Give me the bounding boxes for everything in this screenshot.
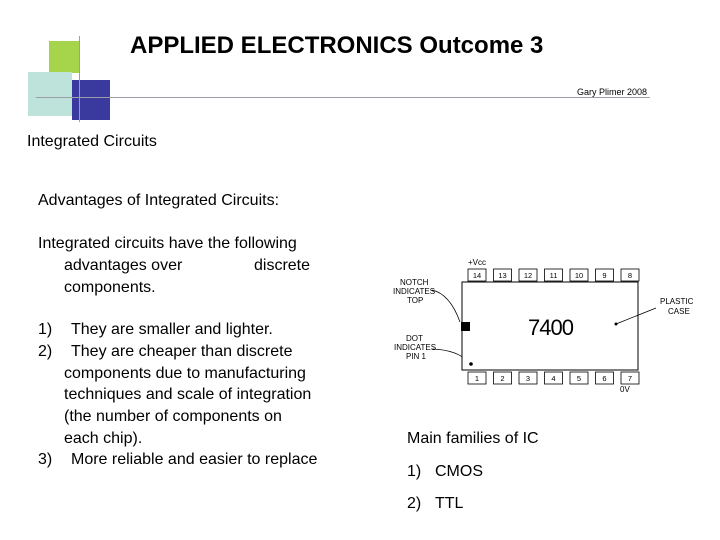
ground-label: 0V bbox=[620, 385, 630, 394]
case-label-line: CASE bbox=[668, 307, 690, 316]
vcc-label: +Vcc bbox=[468, 258, 487, 267]
case-label-line: PLASTIC bbox=[660, 297, 694, 306]
notch-arrow bbox=[432, 290, 460, 322]
notch-label-line: NOTCH bbox=[400, 278, 429, 287]
pin-top-number: 9 bbox=[602, 271, 607, 280]
pin-bottom-number: 5 bbox=[576, 374, 582, 383]
list-item-number: 1) bbox=[38, 321, 53, 338]
ic-pinout-diagram bbox=[388, 252, 694, 404]
pin-bottom-number: 7 bbox=[627, 374, 633, 383]
dot-label-line: PIN 1 bbox=[406, 352, 427, 361]
pin-top-number: 13 bbox=[498, 271, 507, 280]
list-item-text: (the number of components on bbox=[64, 408, 282, 425]
list-item-text: techniques and scale of integration bbox=[64, 386, 312, 403]
notch-label-line: TOP bbox=[407, 296, 424, 305]
pin-top-number: 8 bbox=[627, 271, 633, 280]
slide-title: APPLIED ELECTRONICS Outcome 3 bbox=[130, 32, 544, 59]
list-item-text: each chip). bbox=[64, 430, 143, 447]
list-item-number: 3) bbox=[38, 451, 53, 468]
case-dot bbox=[615, 323, 618, 326]
list-item-text: They are cheaper than discrete bbox=[71, 343, 293, 360]
pin-bottom-number: 1 bbox=[474, 374, 480, 383]
decor-vertical-line bbox=[79, 36, 80, 122]
intro-text-line: components. bbox=[64, 279, 156, 296]
pin-bottom-number: 3 bbox=[525, 374, 531, 383]
decor-square-green bbox=[49, 41, 79, 73]
pin-bottom-number: 6 bbox=[602, 374, 607, 383]
intro-text-line: Integrated circuits have the following bbox=[38, 235, 297, 252]
pin-bottom-number: 4 bbox=[551, 374, 556, 383]
notch-label-line: INDICATES bbox=[393, 287, 436, 296]
family-number: 2) bbox=[407, 495, 422, 512]
families-heading: Main families of IC bbox=[407, 430, 539, 447]
chip-label: 7400 bbox=[528, 315, 573, 340]
dot-label-line: INDICATES bbox=[394, 343, 437, 352]
decor-square-teal bbox=[28, 72, 72, 116]
intro-text-line: discrete bbox=[254, 257, 311, 274]
intro-text-line: advantages over bbox=[64, 257, 183, 274]
list-item-text: More reliable and easier to replace bbox=[71, 451, 318, 468]
family-name: TTL bbox=[435, 495, 464, 512]
pin-bottom-number: 2 bbox=[500, 374, 505, 383]
pin-top-number: 12 bbox=[523, 271, 533, 280]
pin-top-number: 10 bbox=[574, 271, 584, 280]
list-item-text: They are smaller and lighter. bbox=[71, 321, 273, 338]
author-credit: Gary Plimer 2008 bbox=[577, 87, 648, 97]
section-heading: Integrated Circuits bbox=[27, 133, 157, 150]
decor-square-blue bbox=[72, 80, 110, 120]
pin1-dot bbox=[469, 362, 473, 366]
advantages-heading: Advantages of Integrated Circuits: bbox=[38, 192, 280, 209]
family-number: 1) bbox=[407, 463, 422, 480]
dot-label-line: DOT bbox=[406, 334, 423, 343]
notch-marker bbox=[461, 322, 470, 331]
pin-top-number: 11 bbox=[549, 271, 558, 280]
pin-top-number: 14 bbox=[472, 271, 482, 280]
decor-horizontal-line bbox=[36, 97, 650, 98]
family-name: CMOS bbox=[435, 463, 483, 480]
list-item-text: components due to manufacturing bbox=[64, 365, 306, 382]
list-item-number: 2) bbox=[38, 343, 53, 360]
